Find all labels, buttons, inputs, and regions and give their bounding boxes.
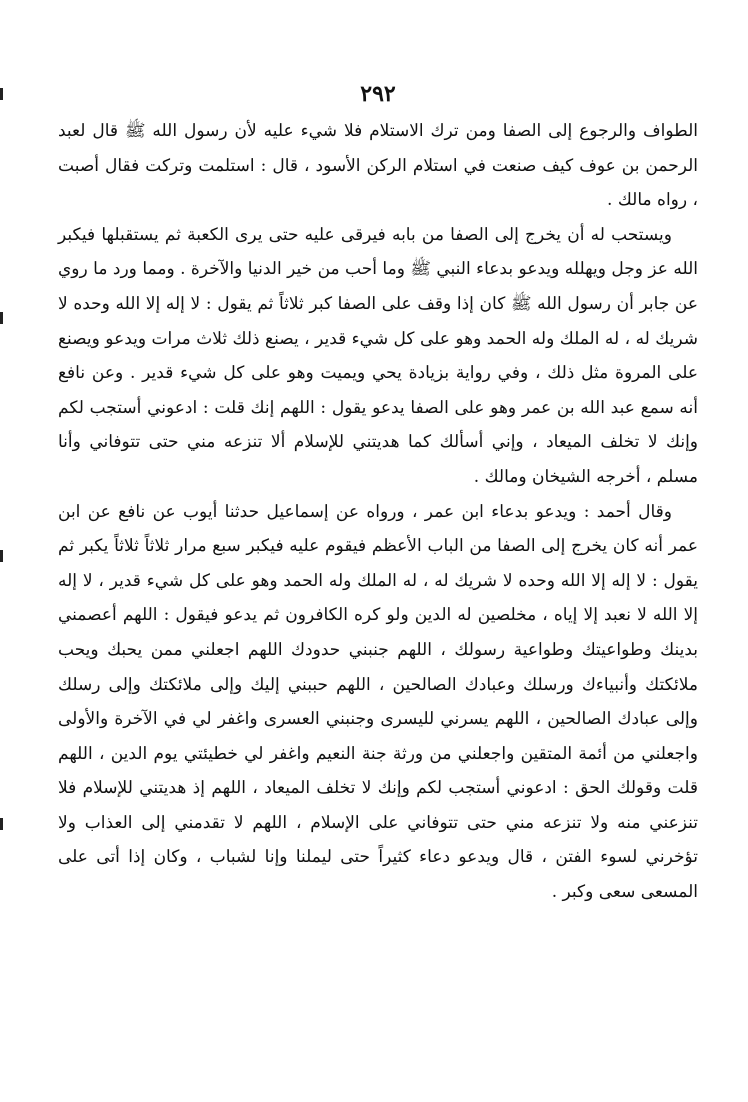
page-number: ٢٩٢ <box>360 81 396 107</box>
scan-edge-mark <box>0 818 3 830</box>
paragraph: وقال أحمد : ويدعو بدعاء ابن عمر ، ورواه عن إسماعيل حدثنا أيوب عن نافع عن ابن عمر أنه كان يخرج إلى الصفا من الباب الأعظم فيقوم عليه فيكبر سبع مرار ثلاثاً ثلاثاً يكبر ثم يقول : لا إله إلا الله وحده لا شريك له ، له الملك وله الحمد وهو على كل شيء قدير ، لا إله إلا الله لا نعبد إلا إياه ، مخلصين له الدين ولو كره الكافرون ثم يدعو فيقول : اللهم أعصمني بدينك وطواعيتك وطواعية رسولك ، اللهم جنبني حدودك اللهم اجعلني ممن يحبك ويحب ملائكتك وأنبياءك ورسلك وعبادك الصالحين ، اللهم حببني إليك وإلى ملائكتك وإلى رسلك وإلى عبادك الصالحين ، اللهم يسرني لليسرى وجنبني العسرى واغفر لي في الآخرة والأولى واجعلني من أئمة المتقين واجعلني من ورثة جنة النعيم واغفر لي خطيئتي يوم الدين ، اللهم قلت وقولك الحق : ادعوني أستجب لكم وإنك لا تخلف الميعاد ، اللهم إذ هديتني للإسلام فلا تنزعني منه ولا تنزعه مني حتى تتوفاني على الإسلام ، اللهم لا تقدمني إلى العذاب ولا تؤخرني لسوء الفتن ، قال ويدعو دعاء كثيراً حتى ليملنا وإنا لشباب ، وكان إذا أتى على المسعى سعى وكبر . <box>58 501 698 903</box>
book-page <box>58 80 698 1080</box>
scan-edge-mark <box>0 312 3 324</box>
scan-edge-mark <box>0 550 3 562</box>
scan-edge-mark <box>0 88 3 100</box>
paragraph: ويستحب له أن يخرج إلى الصفا من بابه فيرقى عليه حتى يرى الكعبة ثم يستقبلها فيكبر الله عز وجل ويهلله ويدعو بدعاء النبي ﷺ وما أحب من خير الدنيا والآخرة . ومما ورد ما روي عن جابر أن رسول الله ﷺ كان إذا وقف على الصفا كبر ثلاثاً ثم يقول : لا إله إلا الله وحده لا شريك له ، له الملك وله الحمد وهو على كل شيء قدير ، يصنع ذلك ثلاث مرات ويدعو ويصنع على المروة مثل ذلك ، وفي رواية بزيادة يحي ويميت وهو على كل شيء قدير . وعن نافع أنه سمع عبد الله بن عمر وهو على الصفا يدعو يقول : اللهم إنك قلت : ادعوني أستجب لكم وإنك لا تخلف الميعاد ، وإني أسألك كما هديتني للإسلام ألا تنزعه مني حتى تتوفاني وأنا مسلم ، أخرجه الشيخان ومالك . <box>58 224 698 487</box>
paragraph: الطواف والرجوع إلى الصفا ومن ترك الاستلام فلا شيء عليه لأن رسول الله ﷺ قال لعبد الرحمن بن عوف كيف صنعت في استلام الركن الأسود ، قال : استلمت وتركت فقال أصبت ، رواه مالك . <box>58 121 698 211</box>
